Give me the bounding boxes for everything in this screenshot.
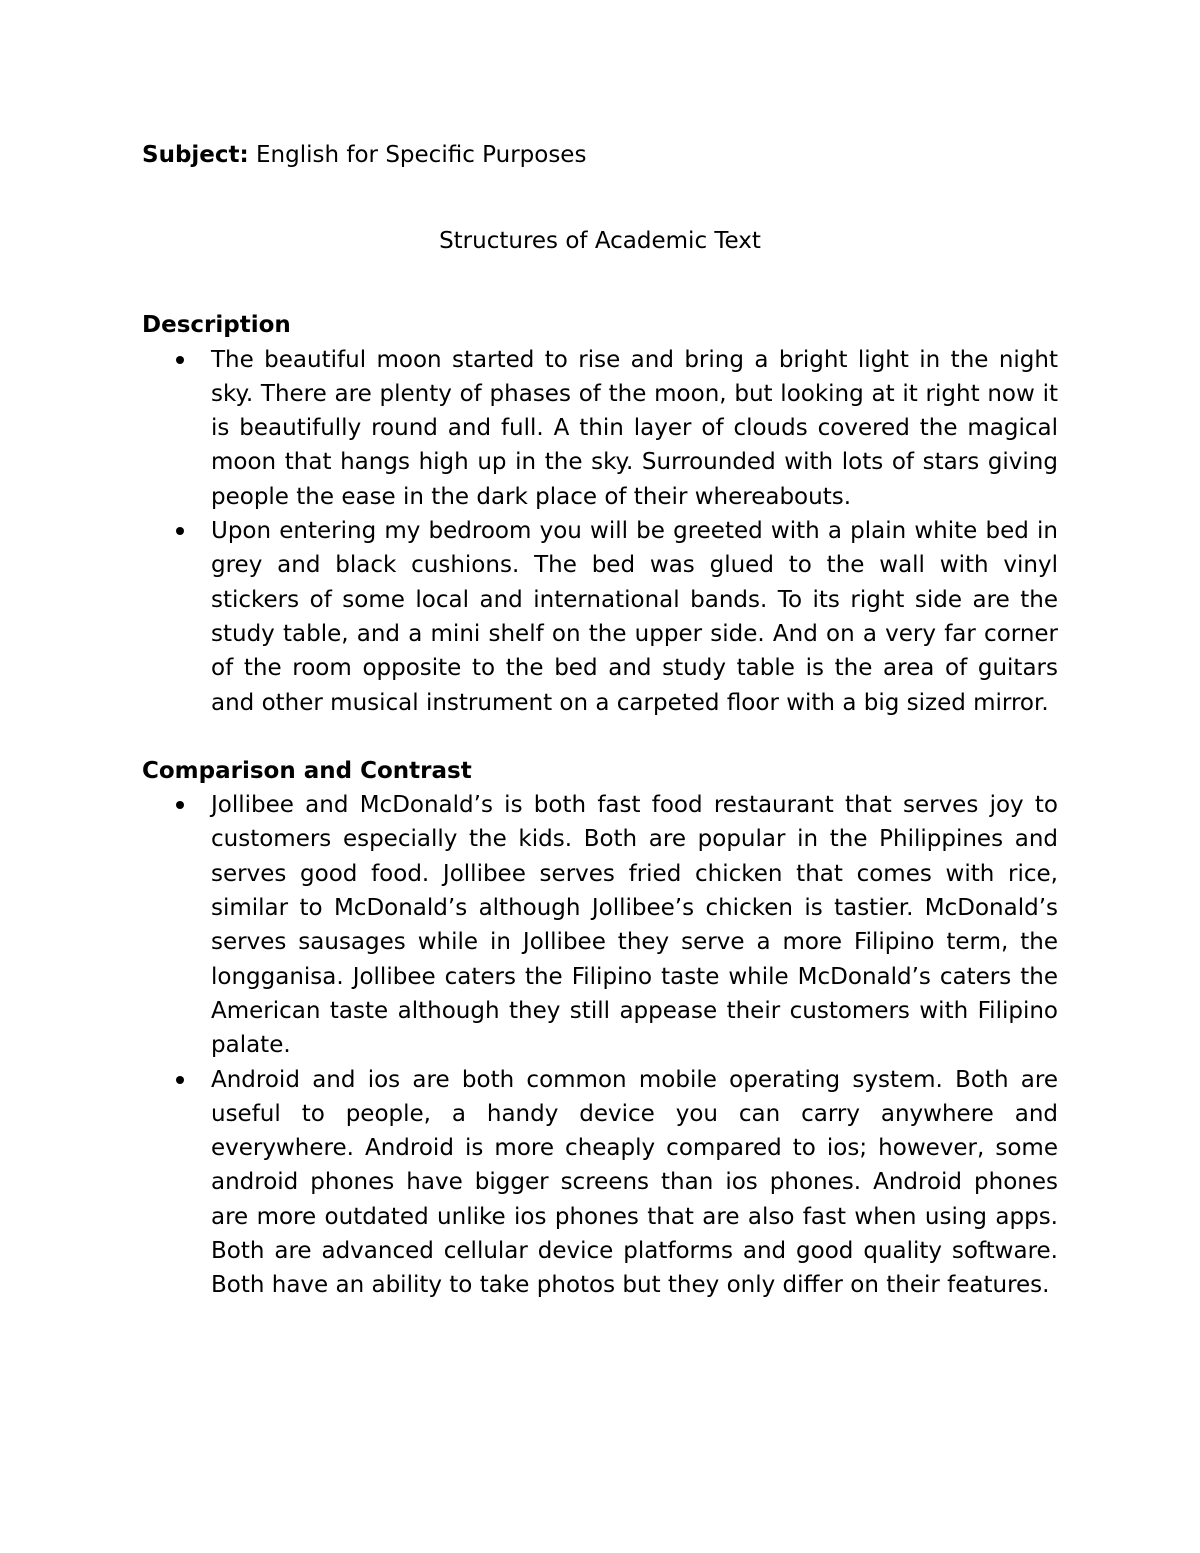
description-item-moon-text: The beautiful moon started to rise and bring a bright light in the night sky. There are plenty of phases of the moon, but looking at it right now it is beautifully round and full. A thin layer of clouds covered the magical moon that hangs high up in the sky. Surrounded with lots of stars giving people the ease in the dark place of their whereabouts. bbox=[211, 346, 1058, 510]
description-item-bedroom-text: Upon entering my bedroom you will be greeted with a plain white bed in grey and black cushions. The bed was glued to the wall with vinyl stickers of some local and international bands. To its right side are the study table, and a mini shelf on the upper side. And on a very far corner of the room opposite to the bed and study table is the area of guitars and other musical instrument on a carpeted floor with a big sized mirror. bbox=[211, 518, 1058, 716]
subject-line bbox=[142, 138, 1058, 172]
description-item-bedroom bbox=[142, 514, 1058, 720]
section-heading-description: Description bbox=[142, 312, 291, 339]
section-heading-comparison: Comparison and Contrast bbox=[142, 757, 472, 784]
bullet-icon bbox=[176, 527, 184, 535]
bullet-icon bbox=[176, 801, 184, 809]
comparison-item-fastfood bbox=[142, 788, 1058, 1062]
subject-label: Subject: bbox=[142, 142, 249, 168]
comparison-item-fastfood-text: Jollibee and McDonald’s is both fast food restaurant that serves joy to customers especially the kids. Both are popular in the Philippines and serves good food. Jollibee serves fried chicken that comes with rice, similar to McDonald’s although Jollibee’s chicken is tastier. McDonald’s serves sausages while in Jollibee they serve a more Filipino term, the longganisa. Jollibee caters the Filipino taste while McDonald’s caters the American taste although they still appease their customers with Filipino palate. bbox=[211, 792, 1058, 1059]
comparison-item-mobile-os-text: Android and ios are both common mobile operating system. Both are useful to people, a handy device you can carry anywhere and everywhere. Android is more cheaply compared to ios; however, some android phones have bigger screens than ios phones. Android phones are more outdated unlike ios phones that are also fast when using apps. Both are advanced cellular device platforms and good quality software. Both have an ability to take photos but they only differ on their features. bbox=[211, 1066, 1058, 1299]
document-title: Structures of Academic Text bbox=[439, 228, 761, 254]
bullet-icon bbox=[176, 1076, 184, 1084]
document-page bbox=[142, 138, 1058, 1303]
subject-value: English for Specific Purposes bbox=[248, 142, 587, 168]
bullet-icon bbox=[176, 356, 184, 364]
comparison-item-mobile-os bbox=[142, 1063, 1058, 1303]
description-list bbox=[142, 343, 1058, 720]
description-item-moon bbox=[142, 343, 1058, 514]
comparison-list bbox=[142, 788, 1058, 1302]
